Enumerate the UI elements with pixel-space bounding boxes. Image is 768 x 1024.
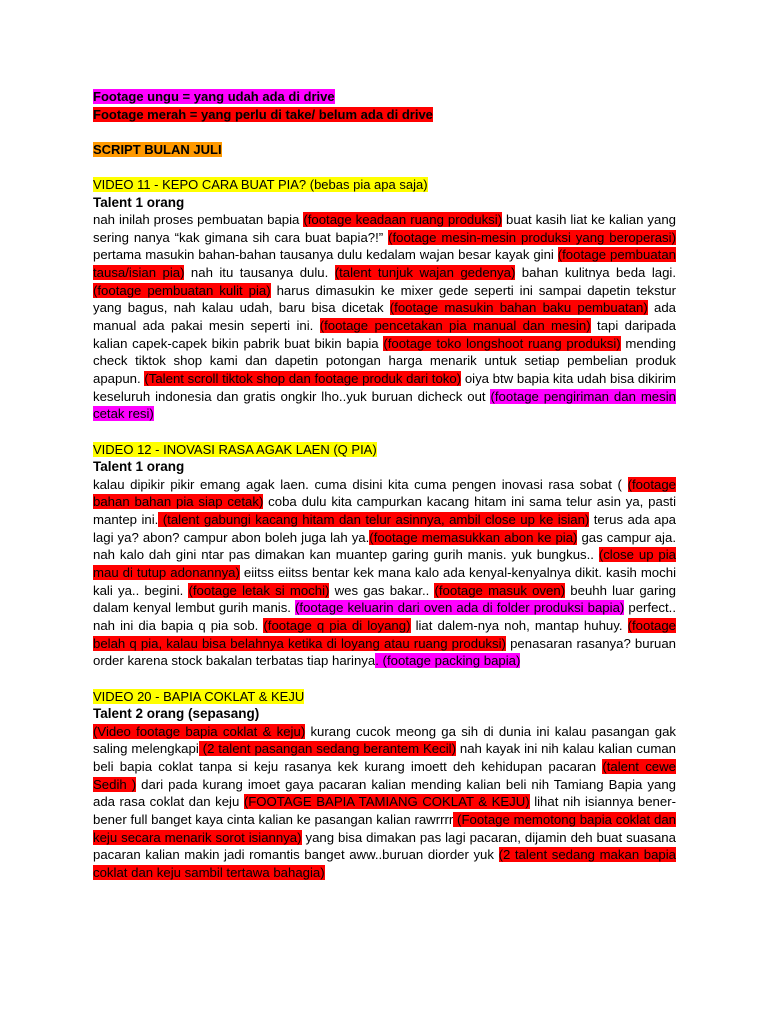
footage-needed-note: (Talent scroll tiktok shop dan footage produk dari toko) (144, 371, 462, 387)
script-text: mending check tiktok shop kami dan dapetin potongan harga menarik untuk setiap pembelian produk apapun. (93, 335, 676, 387)
script-text: buat kasih liat ke kalian yang sering nanya “kak gimana sih cara buat bapia?!” (93, 212, 677, 245)
script-text: gas campur aja. nah kalo dah gini ntar pas dimakan kan muantep garing gurih manis. yuk bungkus.. (93, 529, 676, 563)
footage-needed-note: (close up pia mau di tutup adonannya) (93, 547, 676, 581)
video-script (93, 476, 676, 670)
script-text: lihat nih isiannya bener-bener full banget kaya cinta kalian ke pasangan kalian rawrrrr (93, 794, 677, 828)
footage-needed-note: (Footage memotong bapia coklat dan keju secara menarik sorot isiannya) (93, 812, 676, 845)
footage-needed-note: (2 talent pasangan sedang berantem Kecil) (198, 741, 456, 757)
video-talent: Talent 1 orang (93, 194, 185, 210)
script-text: nah inilah proses pembuatan bapia (93, 212, 304, 228)
footage-needed-note: (2 talent sedang makan bapia coklat dan keju sambil tertawa bahagia) (93, 847, 677, 881)
footage-needed-note: (footage pencetakan pia manual dan mesin) (319, 318, 591, 334)
footage-needed-note: (footage pembuatan kulit pia) (93, 282, 271, 298)
video-section-0 (93, 176, 676, 423)
script-text: oiya btw bapia kita udah bisa dikirim keseluruh indonesia dan gratis ongkir lho..yuk buruan dicheck out (93, 371, 676, 404)
video-title: VIDEO 12 - INOVASI RASA AGAK LAEN (Q PIA) (93, 441, 377, 457)
script-text: terus ada apa lagi ya? abon? campur abon boleh juga lah ya. (93, 512, 676, 545)
footage-needed-note: (footage letak si mochi) (188, 582, 330, 598)
legend-red-text: Footage merah = yang perlu di take/ belum ada di drive (93, 106, 433, 122)
script-heading-text: SCRIPT BULAN JULI (93, 141, 222, 157)
footage-needed-note: (footage masuk oven) (434, 582, 566, 598)
footage-needed-note: (Video footage bapia coklat & keju) (93, 723, 306, 739)
footage-needed-note: (footage mesin-mesin produksi yang beroperasi) (388, 229, 676, 245)
script-text: nah itu tausanya dulu. (184, 265, 335, 281)
footage-needed-note: (footage memasukkan abon ke pia) (369, 529, 578, 545)
video-talent: Talent 1 orang (93, 459, 185, 475)
footage-needed-note: (footage q pia di loyang) (263, 618, 411, 634)
video-title: VIDEO 11 - KEPO CARA BUAT PIA? (bebas pia apa saja) (93, 176, 428, 192)
footage-needed-note: (footage toko longshoot ruang produksi) (383, 335, 621, 351)
script-text: bahan kulitnya beda lagi. (515, 265, 677, 281)
video-script (93, 211, 676, 423)
script-text: liat dalem-nya noh, mantap huhuy. (410, 618, 628, 634)
script-text: beuhh luar garing dalam kenyal lembut gurih manis. (93, 582, 676, 616)
legend-purple-text: Footage ungu = yang udah ada di drive (93, 89, 335, 104)
script-text: pertama masukin bahan-bahan tausanya dulu kedalam wajan besar kayak gini (93, 247, 558, 263)
script-heading (93, 141, 676, 159)
footage-needed-note: (footage masukin bahan baku pembuatan) (389, 300, 648, 316)
script-text: kurang cucok meong ga sih di dunia ini kalau pasangan gak saling melengkapi (93, 723, 677, 757)
footage-needed-note: (footage belah q pia, kalau bisa belahnya ketika di loyang atau ruang produksi) (93, 618, 676, 651)
video-section-2 (93, 688, 676, 882)
video-script (93, 723, 676, 882)
script-text: yang bisa dimakan pas lagi pacaran, dijamin deh buat suasana pacaran kalian makin jadi romantis banget aww..buruan diorder yuk (93, 829, 676, 863)
script-text: penasaran rasanya? buruan order karena stock bakalan terbatas tiap harinya (93, 635, 676, 669)
footage-needed-note: (talent tunjuk wajan gedenya) (334, 265, 516, 281)
footage-needed-note: (footage keadaan ruang produksi) (303, 212, 503, 228)
script-text: dari pada kurang imoet gaya pacaran kalian mending kalian beli nih Tamiang Bapia yang ada rasa coklat dan keju (93, 776, 676, 810)
legend-purple (93, 88, 676, 106)
video-section-1 (93, 441, 676, 670)
footage-needed-note: (footage pembuatan tausa/isian pia) (93, 247, 676, 281)
legend-red (93, 106, 676, 124)
footage-available-note: (footage pengiriman dan mesin cetak resi) (93, 388, 677, 422)
footage-needed-note: (talent cewe Sedih ) (93, 759, 676, 792)
footage-available-note: . (footage packing bapia) (375, 653, 521, 669)
script-text: wes gas bakar.. (329, 582, 435, 598)
script-text: perfect.. nah ini dia bapia q pia sob. (93, 600, 677, 634)
video-talent: Talent 2 orang (sepasang) (93, 706, 260, 722)
script-text: nah kayak ini nih kalau kalian cuman beli bapia coklat tanpa si keju rasanya kek kurang imoett deh kehidupan pacaran (93, 741, 676, 775)
footage-available-note: (footage keluarin dari oven ada di folder produksi bapia) (295, 600, 625, 616)
script-text: tapi daripada kalian capek-capek bikin pabrik buat bikin bapia (93, 318, 676, 351)
footage-needed-note: (footage bahan bahan pia siap cetak) (93, 476, 676, 510)
footage-needed-note: (talent gabungi kacang hitam dan telur asinnya, ambil close up ke isian) (158, 512, 590, 528)
script-text: kalau dipikir pikir emang agak laen. cuma disini kita cuma pengen inovasi rasa sobat ( (93, 476, 628, 492)
script-text: harus dimasukin ke mixer gede seperti ini sampai dapetin tekstur yang bagus, nah kalau udah, baru bisa dicetak (93, 282, 676, 316)
script-text: ada manual ada pakai mesin seperti ini. (93, 300, 676, 334)
script-text: coba dulu kita campurkan kacang hitam ini sama telur asin ya, pasti mantep ini. (93, 494, 677, 528)
footage-needed-note: (FOOTAGE BAPIA TAMIANG COKLAT & KEJU) (243, 794, 530, 810)
video-title: VIDEO 20 - BAPIA COKLAT & KEJU (93, 688, 305, 704)
script-text: eiitss eiitss bentar kek mana kalo ada kenyal-kenyalnya dikit. kasih mochi kali ya.. begini. (93, 565, 677, 598)
